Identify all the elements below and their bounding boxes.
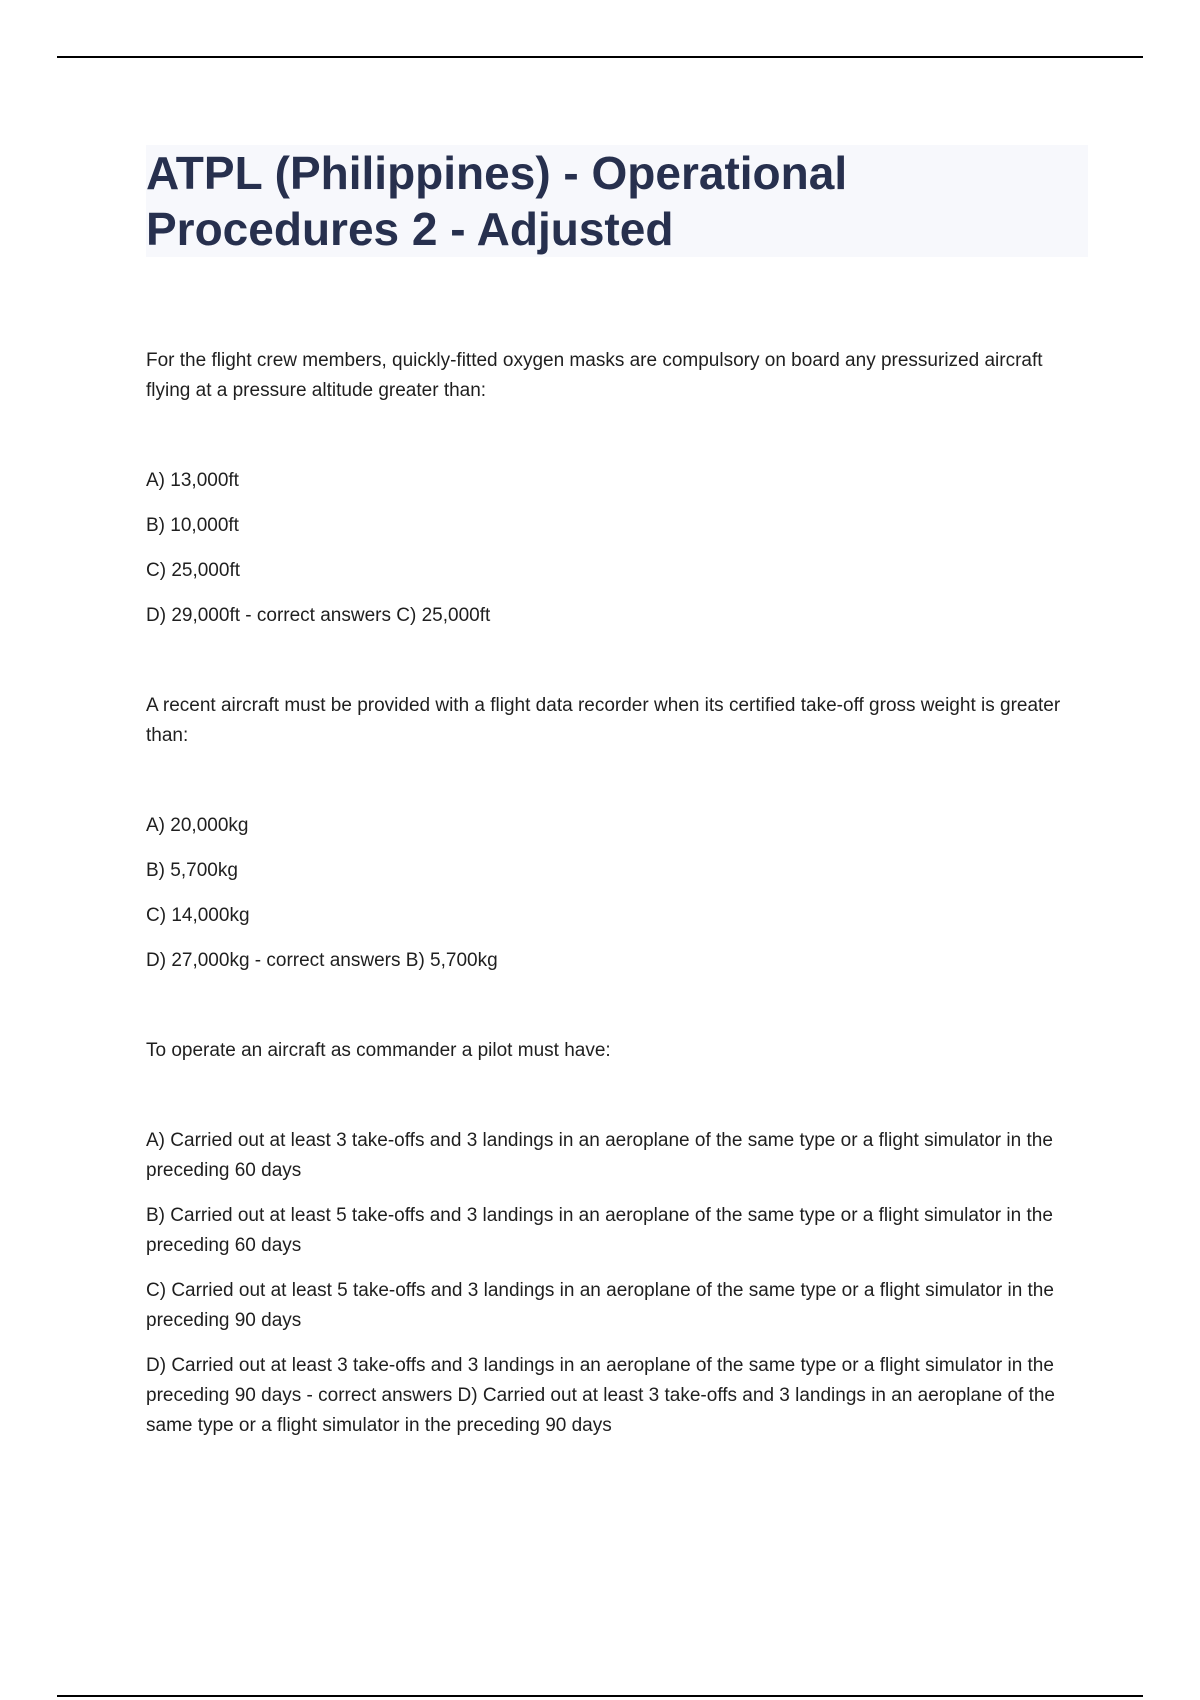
answer-option-d: D) 29,000ft - correct answers C) 25,000ft: [146, 605, 491, 626]
answer-option-b: B) 10,000ft: [146, 515, 239, 536]
answer-option-d: D) Carried out at least 3 take-offs and 3 landings in an aeroplane of the same type or a flight simulator in the preceding 90 days - correct answers D) Carried out at least 3 take-offs and 3 landings in an aeroplane of the same type or a flight simulator in the preceding 90 days: [146, 1355, 1056, 1436]
answer-option-a: A) 13,000ft: [146, 470, 239, 491]
answer-option-a: A) Carried out at least 3 take-offs and 3 landings in an aeroplane of the same type or a flight simulator in the preceding 60 days: [146, 1130, 1053, 1181]
title-band: [146, 145, 1088, 257]
bottom-divider: [57, 1695, 1143, 1697]
answer-option-c: C) Carried out at least 5 take-offs and 3 landings in an aeroplane of the same type or a flight simulator in the preceding 90 days: [146, 1280, 1054, 1331]
answer-option-c: C) 25,000ft: [146, 560, 240, 581]
question-block-3: [146, 1036, 1091, 1441]
question-text: To operate an aircraft as commander a pilot must have:: [146, 1040, 611, 1061]
question-text: For the flight crew members, quickly-fitted oxygen masks are compulsory on board any pressurized aircraft flying at a pressure altitude greater than:: [146, 350, 1043, 401]
question-list: [146, 346, 1091, 1441]
question-block-2: [146, 691, 1091, 976]
top-divider: [57, 56, 1143, 58]
answer-option-b: B) 5,700kg: [146, 860, 238, 881]
document-title: ATPL (Philippines) - Operational Procedures 2 - Adjusted: [146, 147, 848, 255]
question-block-1: [146, 346, 1091, 631]
answer-options: [146, 466, 1091, 631]
answer-options: [146, 1126, 1091, 1441]
answer-option-a: A) 20,000kg: [146, 815, 249, 836]
answer-options: [146, 811, 1091, 976]
answer-option-b: B) Carried out at least 5 take-offs and 3 landings in an aeroplane of the same type or a flight simulator in the preceding 60 days: [146, 1205, 1053, 1256]
answer-option-d: D) 27,000kg - correct answers B) 5,700kg: [146, 950, 498, 971]
answer-option-c: C) 14,000kg: [146, 905, 250, 926]
question-text: A recent aircraft must be provided with a flight data recorder when its certified take-off gross weight is greater than:: [146, 695, 1061, 746]
